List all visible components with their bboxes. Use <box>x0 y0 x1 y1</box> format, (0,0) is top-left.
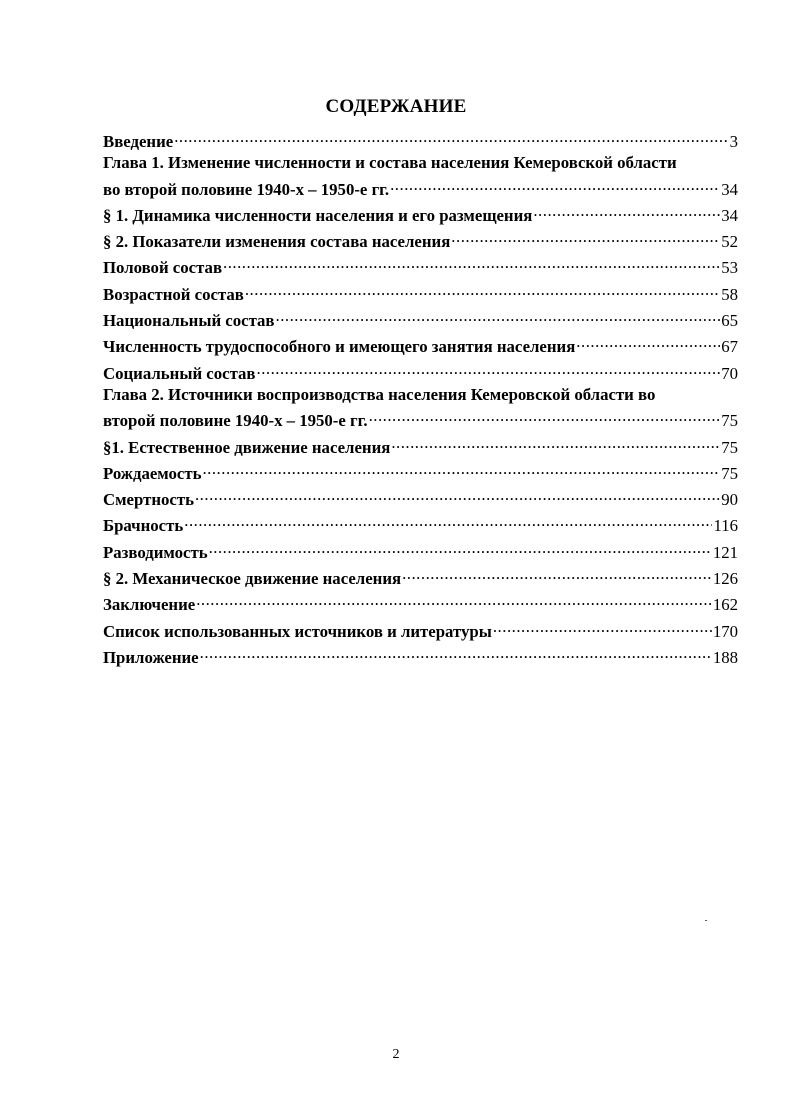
toc-entry-text: Заключение <box>103 595 196 615</box>
toc-entry-age-composition <box>103 279 738 305</box>
toc-title: СОДЕРЖАНИЕ <box>325 96 467 117</box>
toc-entry-text: Возрастной состав <box>103 284 244 304</box>
toc-entry-page: 34 <box>721 205 738 225</box>
toc-entry-text: Список использованных источников и литературы <box>103 621 492 641</box>
toc-leader-dots <box>223 252 720 273</box>
toc-entry-page: 188 <box>712 647 738 667</box>
toc-entry-text: Половой состав <box>103 258 223 278</box>
toc-entry-marriage-rate <box>103 510 738 536</box>
toc-entry-page: 162 <box>712 595 738 615</box>
toc-entry-text: второй половине 1940-х – 1950-е гг. <box>103 411 368 431</box>
toc-entry-text: Социальный состав <box>103 363 256 383</box>
toc-entry-bibliography <box>103 616 738 642</box>
toc-entry-page: 121 <box>712 542 738 562</box>
toc-entry-national-composition <box>103 305 738 331</box>
toc-entry-page: 126 <box>712 569 738 589</box>
toc-leader-dots <box>390 174 720 195</box>
toc-entry-page: 75 <box>721 463 738 483</box>
toc-entry-text: § 2. Механическое движение населения <box>103 569 402 589</box>
toc-entry-workforce <box>103 331 738 357</box>
toc-entry-section-2-1 <box>103 432 738 458</box>
toc-entry-chapter-2 <box>103 384 738 432</box>
toc-entry-page: 3 <box>729 132 738 151</box>
toc-leader-dots <box>391 432 720 453</box>
toc-entry-text: Национальный состав <box>103 311 275 331</box>
toc-leader-dots <box>257 358 721 379</box>
toc-entry-text: Рождаемость <box>103 463 202 483</box>
toc-entry-text-line-1: Глава 2. Источники воспроизводства населения Кемеровской области во <box>103 384 656 404</box>
toc-entry-text: Введение <box>103 132 174 151</box>
toc-entry-page: 116 <box>713 516 738 536</box>
toc-entry-text: Брачность <box>103 516 184 536</box>
toc-entry-social-composition <box>103 358 738 384</box>
toc-leader-dots <box>576 331 720 352</box>
toc-leader-dots <box>493 616 712 637</box>
toc-entry-page: 34 <box>721 179 738 199</box>
toc-entry-text: Разводимость <box>103 542 208 562</box>
toc-leader-dots <box>276 305 721 326</box>
toc-entry-page: 65 <box>721 311 738 331</box>
toc-leader-dots <box>202 458 720 479</box>
toc-leader-dots <box>195 484 720 505</box>
toc-entry-page: 170 <box>712 621 738 641</box>
toc-leader-dots <box>451 226 720 247</box>
toc-entry-mortality <box>103 484 738 510</box>
toc-entry-page: 75 <box>721 437 738 457</box>
toc-entry-section-1-2 <box>103 226 738 252</box>
toc-entry-divorce-rate <box>103 537 738 563</box>
toc-leader-dots <box>369 405 721 426</box>
toc-leader-dots <box>209 537 712 558</box>
toc-entry-page: 52 <box>721 232 738 252</box>
toc-leader-dots <box>200 642 712 663</box>
toc-entry-appendix <box>103 642 738 668</box>
toc-entry-sex-composition <box>103 252 738 278</box>
toc-entry-text: Приложение <box>103 647 199 667</box>
toc-entry-birth-rate <box>103 458 738 484</box>
toc-leader-dots <box>196 589 712 610</box>
toc-entry-text: во второй половине 1940-х – 1950-е гг. <box>103 179 390 199</box>
toc-entry-section-2-2 <box>103 563 738 589</box>
page-number: 2 <box>392 1047 400 1062</box>
toc-entry-text: § 2. Показатели изменения состава населения <box>103 232 451 252</box>
toc-entry-page: 67 <box>721 337 738 357</box>
toc-leader-dots <box>245 279 720 300</box>
table-of-contents <box>103 126 738 668</box>
toc-entry-page: 90 <box>721 490 738 510</box>
toc-leader-dots <box>184 510 712 531</box>
toc-entry-page: 58 <box>721 284 738 304</box>
toc-leader-dots <box>402 563 712 584</box>
toc-entry-text: § 1. Динамика численности населения и его размещения <box>103 205 533 225</box>
toc-leader-dots <box>174 126 728 147</box>
toc-entry-text: Смертность <box>103 490 194 510</box>
toc-entry-conclusion <box>103 589 738 615</box>
toc-entry-page: 75 <box>721 411 738 431</box>
toc-entry-chapter-1 <box>103 152 738 200</box>
toc-entry-page: 70 <box>721 363 738 383</box>
toc-entry-introduction <box>103 126 738 152</box>
toc-entry-page: 53 <box>721 258 738 278</box>
toc-entry-text-line-1: Глава 1. Изменение численности и состава населения Кемеровской области <box>103 153 677 173</box>
toc-entry-text: §1. Естественное движение населения <box>103 437 391 457</box>
toc-entry-section-1-1 <box>103 200 738 226</box>
scan-speck <box>705 920 707 921</box>
toc-leader-dots <box>533 200 720 221</box>
toc-entry-text: Численность трудоспособного и имеющего занятия населения <box>103 337 576 357</box>
